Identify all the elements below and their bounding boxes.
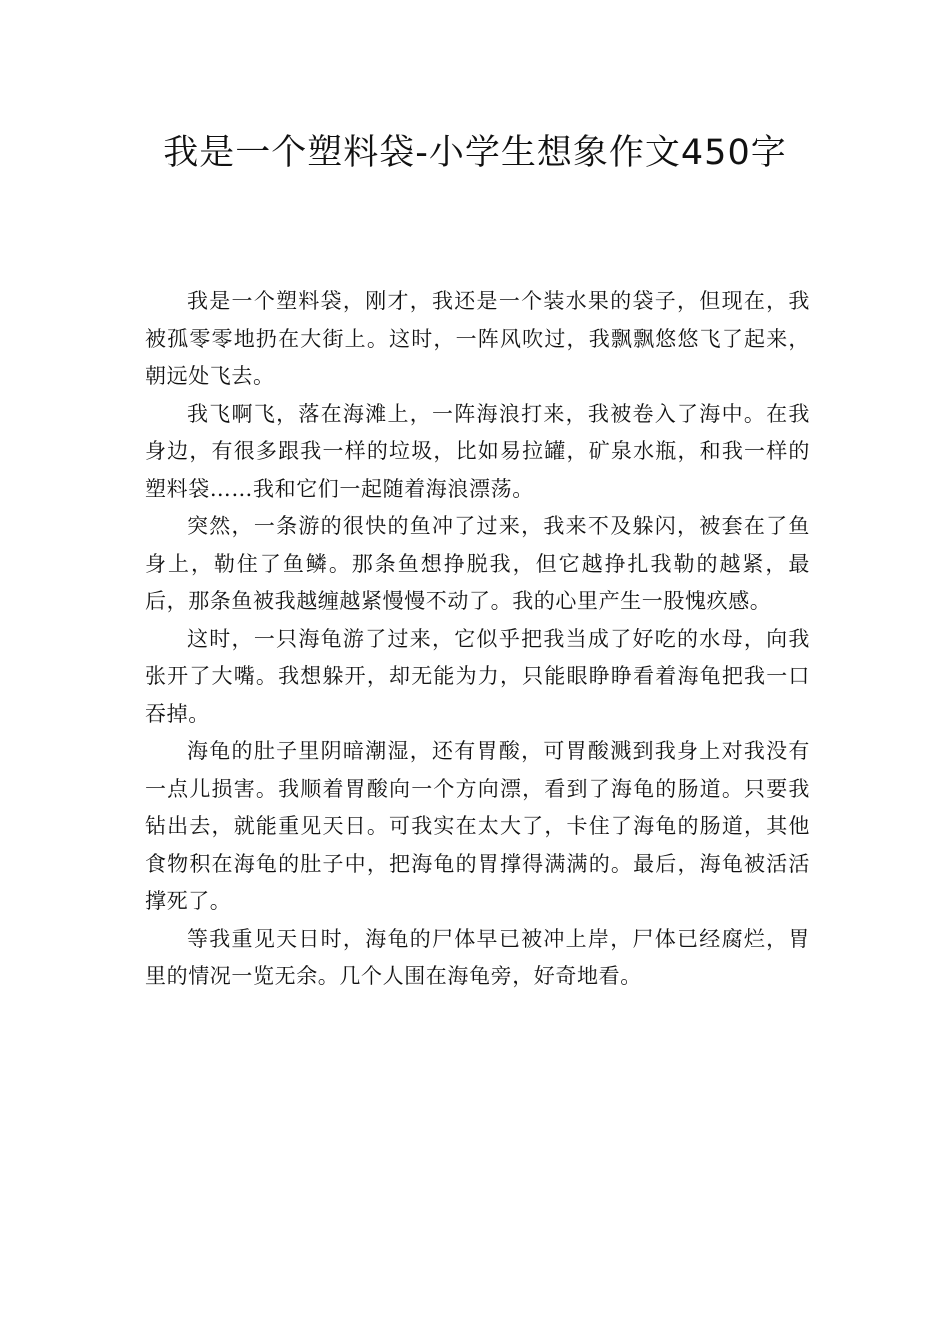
paragraph-2: 我飞啊飞，落在海滩上，一阵海浪打来，我被卷入了海中。在我身边，有很多跟我一样的垃圾，比如易拉罐，矿泉水瓶，和我一样的塑料袋……我和它们一起随着海浪漂荡。: [145, 401, 810, 501]
document-body: [145, 283, 810, 996]
paragraph-3: 突然，一条游的很快的鱼冲了过来，我来不及躲闪，被套在了鱼身上，勒住了鱼鳞。那条鱼想挣脱我，但它越挣扎我勒的越紧，最后，那条鱼被我越缠越紧慢慢不动了。我的心里产生一股愧疚感。: [145, 514, 810, 613]
paragraph-5: 海龟的肚子里阴暗潮湿，还有胃酸，可胃酸溅到我身上对我没有一点儿损害。我顺着胃酸向一个方向漂，看到了海龟的肠道。只要我钻出去，就能重见天日。可我实在太大了，卡住了海龟的肠道，其他食物积在海龟的肚子中，把海龟的胃撑得满满的。最后，海龟被活活撑死了。: [145, 739, 810, 913]
paragraph-6: 等我重见天日时，海龟的尸体早已被冲上岸，尸体已经腐烂，胃里的情况一览无余。几个人围在海龟旁，好奇地看。: [145, 926, 810, 988]
document-title: 我是一个塑料袋-小学生想象作文450字: [163, 133, 787, 173]
paragraph-4: 这时，一只海龟游了过来，它似乎把我当成了好吃的水母，向我张开了大嘴。我想躲开，却无能为力，只能眼睁睁看着海龟把我一口吞掉。: [145, 626, 810, 726]
paragraph-1: 我是一个塑料袋，刚才，我还是一个装水果的袋子，但现在，我被孤零零地扔在大街上。这时，一阵风吹过，我飘飘悠悠飞了起来，朝远处飞去。: [145, 289, 810, 388]
